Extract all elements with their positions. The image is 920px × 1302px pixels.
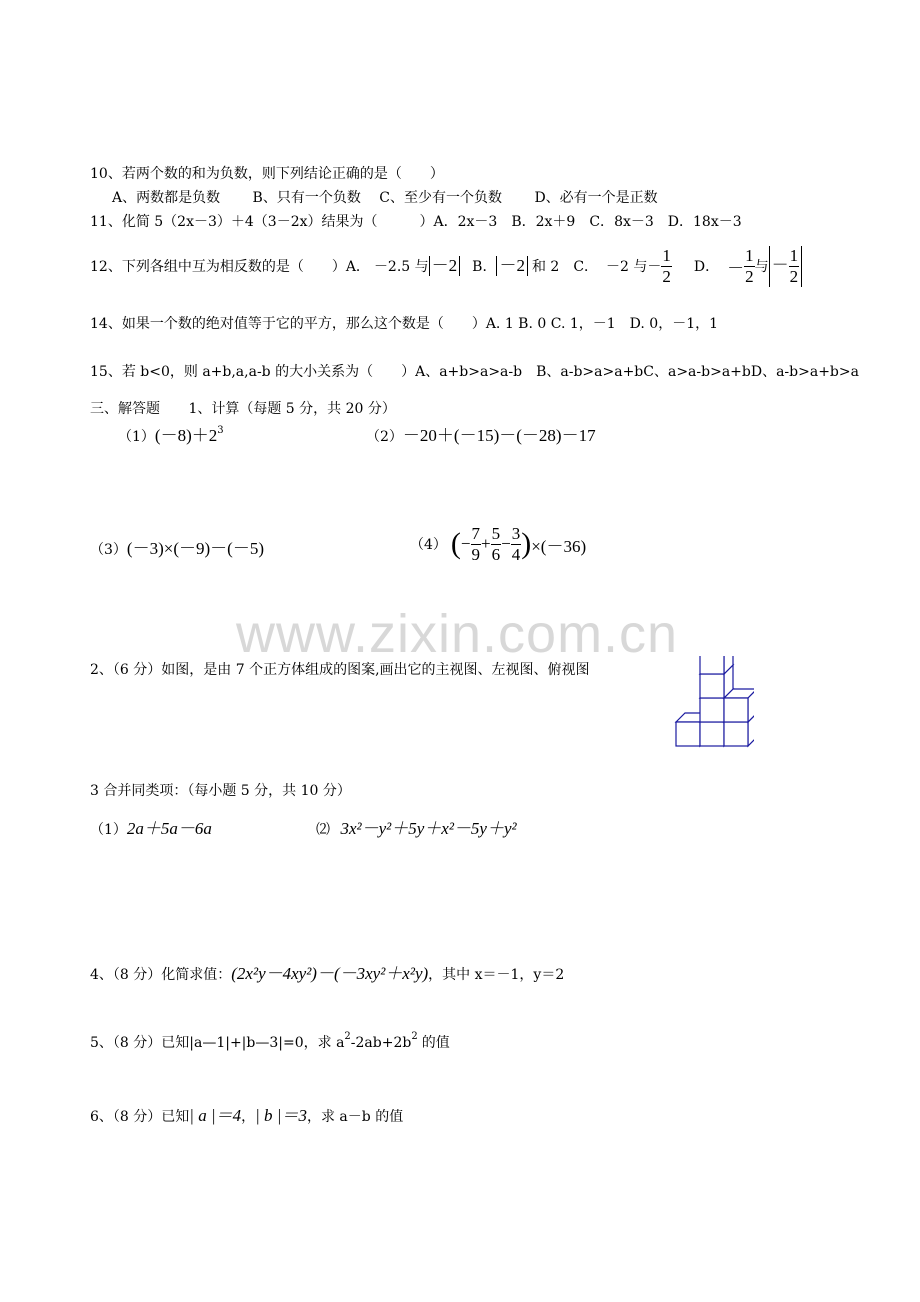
question-15: 15、若 b<0，则 a+b,a,a-b 的大小关系为（ ）A、a+b>a>a-b B、a-b>a>a+bC、a>a-b>a+bD、a-b>a+b>a	[90, 364, 859, 380]
question-12-option-c-value: －2 与－	[606, 259, 662, 275]
question-5-exp-1: 2	[344, 1031, 351, 1042]
question-12-option-c-label: C．	[573, 259, 599, 275]
question-6-abs-b: | b |＝3	[255, 1106, 307, 1125]
question-6-tail: ，求 a－b 的值	[306, 1109, 404, 1125]
question-11-expr: 2x－3）＋4（3－2x）结果为（ ）A．	[177, 214, 458, 230]
watermark: www.zixin.com.cn	[236, 604, 679, 664]
question-4-expr: (2x²y－4xy²)－(－3xy²＋x²y)	[231, 964, 429, 983]
cube-face	[676, 722, 700, 746]
question-12-option-d-label: D．	[693, 259, 720, 275]
cubes-figure-icon	[672, 656, 754, 750]
question-12-fraction-c: $\frac{1}{2}$	[662, 245, 671, 286]
calc-4-fraction-3: $\frac{3}{4}$	[511, 523, 521, 564]
question-12-option-a-value: －2.5 与	[373, 259, 429, 275]
calc-3	[90, 534, 264, 559]
question-4-condition: ，其中 x＝－1，y＝2	[428, 967, 565, 983]
calc-4-fraction-2: $\frac{5}{6}$	[491, 523, 501, 564]
calc-2	[366, 421, 596, 446]
question-12-stem: 12、下列各组中互为相反数的是（ ）A．	[90, 259, 370, 275]
question-11-option-c: 8x－3	[614, 214, 654, 230]
calc-4-tail: ×(－36)	[531, 536, 587, 556]
question-12-option-b-label: B．	[472, 259, 497, 275]
question-3-part-2	[316, 814, 517, 839]
calc-2-label: （2）	[366, 429, 403, 445]
question-12-option-d-abs: － $\frac{1}{2}$	[769, 246, 803, 287]
question-14: 14、如果一个数的绝对值等于它的平方，那么这个数是（ ）A. 1 B. 0 C. 1，－1 D. 0，－1，1	[90, 316, 719, 332]
cube-face	[700, 698, 724, 722]
question-5-tail: 的值	[421, 1035, 450, 1051]
question-11-option-a: 2x－3	[457, 214, 498, 230]
question-5-label: 5、（8 分）已知|a—1|+|b—3|=0，求 a	[90, 1035, 345, 1051]
section-3-title	[90, 398, 396, 418]
question-3-part-1-expr: 2a＋5a－6a	[126, 819, 212, 838]
question-3-part-1-label: （1）	[90, 822, 127, 838]
question-12-option-b-and: 和 2	[531, 259, 560, 275]
question-2: 2、（6 分）如图，是由 7 个正方体组成的图案,画出它的主视图、左视图、俯视图	[90, 662, 590, 678]
calc-1-expr: (－8)＋2	[154, 426, 218, 445]
calc-3-expr: (－3)×(－9)－(－5)	[126, 539, 264, 558]
question-3-part-1	[90, 814, 212, 839]
question-11: 11、化简 5（2x－3）＋4（3－2x）结果为（ ）A．2x－3 B．2x＋9 C．8x－3 D．18x－3	[90, 214, 742, 230]
question-6-comma: ，	[241, 1109, 256, 1125]
question-12-fraction-d: $\frac{1}{2}$	[745, 245, 754, 286]
cube-face	[724, 698, 748, 722]
question-12	[90, 244, 802, 288]
section-3-heading: 三、解答题	[90, 401, 160, 417]
calc-4: （4） ( − $\frac{7}{9}$ + $\frac{5}{6}$ − $\frac{3}{4}$ ) ×(－36)	[410, 523, 587, 564]
question-6-label: 6、（8 分）已知	[90, 1109, 190, 1125]
question-5	[90, 1032, 450, 1052]
question-5-exp-2: 2	[411, 1031, 418, 1042]
calc-3-label: （3）	[90, 542, 127, 558]
cube-face	[700, 656, 724, 674]
question-3-title: 3 合并同类项：（每小题 5 分，共 10 分）	[90, 783, 351, 799]
question-11-option-b: 2x＋9	[535, 214, 576, 230]
question-5-mid: -2ab+2b	[350, 1035, 412, 1051]
question-6-abs-a: | a |＝4	[189, 1106, 242, 1125]
question-12-with: 与	[754, 259, 769, 275]
question-12-option-b-abs: －2	[496, 256, 528, 276]
question-10-options: A、两数都是负数 B、只有一个负数 C、至少有一个负数 D、必有一个是正数	[112, 190, 658, 206]
question-4	[90, 959, 564, 984]
question-4-label: 4、（8 分）化简求值：	[90, 967, 232, 983]
question-11-option-d: 18x－3	[693, 214, 742, 230]
question-10-stem: 10、若两个数的和为负数，则下列结论正确的是（ ）	[90, 166, 444, 182]
question-11-text: 11、化简 5（	[90, 214, 178, 230]
cube-face	[700, 674, 724, 698]
question-12-option-a-abs: －2	[429, 256, 461, 276]
cube-face	[700, 722, 724, 746]
question-6	[90, 1101, 403, 1126]
calc-2-expr: －20＋(－15)－(－28)－17	[402, 426, 596, 445]
question-3-part-2-expr: 3x²－y²＋5y＋x²－5y＋y²	[340, 819, 517, 838]
section-3-subheading: 1、计算（每题 5 分，共 20 分）	[188, 401, 396, 417]
calc-1-label: （1）	[118, 429, 155, 445]
calc-1	[118, 421, 224, 446]
calc-4-label: （4）	[410, 537, 447, 553]
question-12-option-d-minus: －	[727, 258, 745, 278]
calc-4-fraction-1: $\frac{7}{9}$	[471, 523, 481, 564]
question-3-part-2-label: ⑵	[316, 822, 330, 838]
calc-1-exponent: 3	[217, 425, 224, 436]
cube-face	[724, 722, 748, 746]
